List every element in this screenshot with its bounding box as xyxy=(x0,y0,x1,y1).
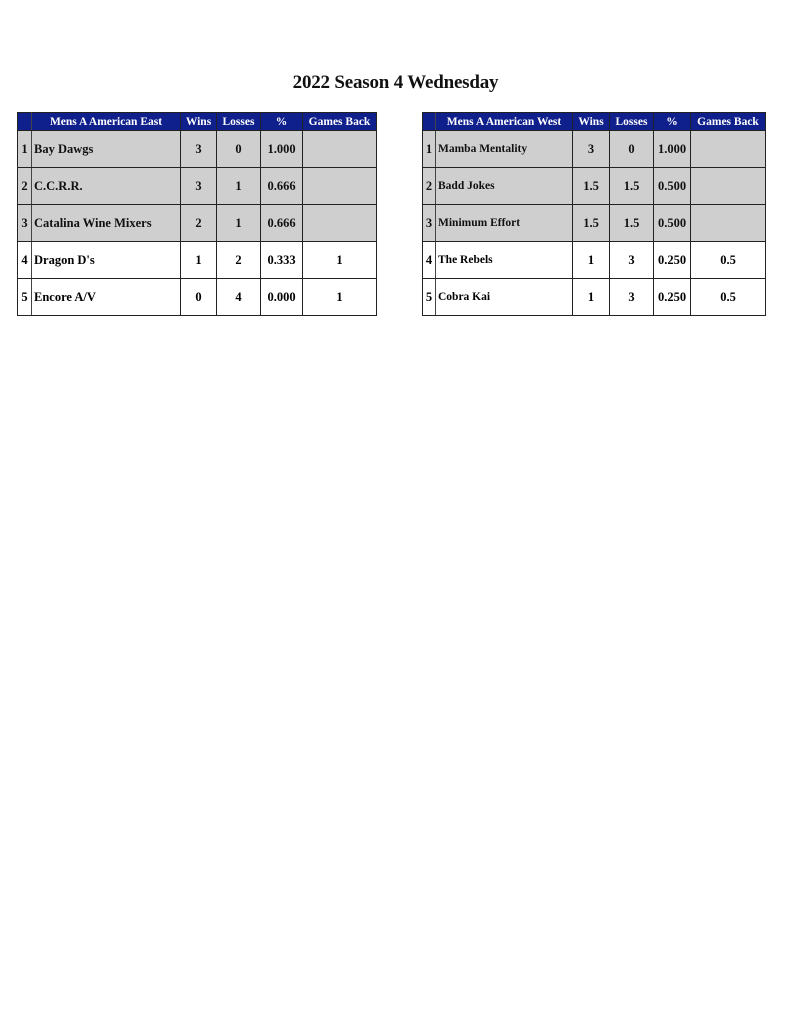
wins-cell: 3 xyxy=(573,131,610,168)
pct-cell: 0.666 xyxy=(261,168,303,205)
table-row xyxy=(423,168,766,205)
team-cell: Dragon D's xyxy=(32,242,181,279)
pct-header: % xyxy=(654,113,691,131)
losses-cell: 1 xyxy=(217,168,261,205)
wins-cell: 0 xyxy=(181,279,217,316)
games-back-cell xyxy=(303,205,377,242)
table-row xyxy=(18,279,377,316)
table-header-row xyxy=(18,113,377,131)
pct-cell: 0.250 xyxy=(654,279,691,316)
games-back-header: Games Back xyxy=(691,113,766,131)
games-back-cell: 0.5 xyxy=(691,242,766,279)
games-back-cell xyxy=(303,168,377,205)
losses-header: Losses xyxy=(217,113,261,131)
games-back-cell: 1 xyxy=(303,242,377,279)
pct-cell: 1.000 xyxy=(654,131,691,168)
wins-cell: 3 xyxy=(181,131,217,168)
losses-cell: 1 xyxy=(217,205,261,242)
games-back-header: Games Back xyxy=(303,113,377,131)
team-cell: Minimum Effort xyxy=(436,205,573,242)
team-cell: C.C.R.R. xyxy=(32,168,181,205)
rank-header xyxy=(423,113,436,131)
table-row xyxy=(18,168,377,205)
pct-header: % xyxy=(261,113,303,131)
losses-header: Losses xyxy=(610,113,654,131)
losses-cell: 0 xyxy=(610,131,654,168)
pct-cell: 0.250 xyxy=(654,242,691,279)
division-header: Mens A American East xyxy=(32,113,181,131)
team-cell: Bay Dawgs xyxy=(32,131,181,168)
rank-cell: 4 xyxy=(423,242,436,279)
rank-cell: 3 xyxy=(18,205,32,242)
wins-cell: 1.5 xyxy=(573,168,610,205)
table-row xyxy=(423,131,766,168)
wins-cell: 3 xyxy=(181,168,217,205)
games-back-cell xyxy=(303,131,377,168)
rank-cell: 5 xyxy=(423,279,436,316)
team-cell: Catalina Wine Mixers xyxy=(32,205,181,242)
games-back-cell: 1 xyxy=(303,279,377,316)
standings-table-east xyxy=(17,112,377,316)
wins-cell: 1 xyxy=(181,242,217,279)
table-row xyxy=(423,242,766,279)
losses-cell: 4 xyxy=(217,279,261,316)
table-row xyxy=(18,131,377,168)
games-back-cell xyxy=(691,131,766,168)
rank-cell: 1 xyxy=(423,131,436,168)
rank-cell: 1 xyxy=(18,131,32,168)
team-cell: Encore A/V xyxy=(32,279,181,316)
wins-cell: 1 xyxy=(573,242,610,279)
pct-cell: 0.000 xyxy=(261,279,303,316)
wins-header: Wins xyxy=(181,113,217,131)
pct-cell: 1.000 xyxy=(261,131,303,168)
rank-cell: 2 xyxy=(423,168,436,205)
table-header-row xyxy=(423,113,766,131)
rank-cell: 4 xyxy=(18,242,32,279)
losses-cell: 1.5 xyxy=(610,205,654,242)
table-row xyxy=(18,242,377,279)
pct-cell: 0.500 xyxy=(654,205,691,242)
games-back-cell xyxy=(691,205,766,242)
table-row xyxy=(18,205,377,242)
standings-table-west xyxy=(422,112,766,316)
pct-cell: 0.333 xyxy=(261,242,303,279)
pct-cell: 0.500 xyxy=(654,168,691,205)
games-back-cell xyxy=(691,168,766,205)
losses-cell: 1.5 xyxy=(610,168,654,205)
rank-cell: 2 xyxy=(18,168,32,205)
rank-cell: 5 xyxy=(18,279,32,316)
table-row xyxy=(423,279,766,316)
page-title: 2022 Season 4 Wednesday xyxy=(292,72,499,93)
rank-header xyxy=(18,113,32,131)
wins-cell: 1.5 xyxy=(573,205,610,242)
team-cell: Cobra Kai xyxy=(436,279,573,316)
games-back-cell: 0.5 xyxy=(691,279,766,316)
losses-cell: 0 xyxy=(217,131,261,168)
team-cell: Badd Jokes xyxy=(436,168,573,205)
division-header: Mens A American West xyxy=(436,113,573,131)
pct-cell: 0.666 xyxy=(261,205,303,242)
team-cell: The Rebels xyxy=(436,242,573,279)
wins-cell: 1 xyxy=(573,279,610,316)
wins-cell: 2 xyxy=(181,205,217,242)
rank-cell: 3 xyxy=(423,205,436,242)
losses-cell: 3 xyxy=(610,279,654,316)
team-cell: Mamba Mentality xyxy=(436,131,573,168)
losses-cell: 2 xyxy=(217,242,261,279)
wins-header: Wins xyxy=(573,113,610,131)
losses-cell: 3 xyxy=(610,242,654,279)
table-row xyxy=(423,205,766,242)
